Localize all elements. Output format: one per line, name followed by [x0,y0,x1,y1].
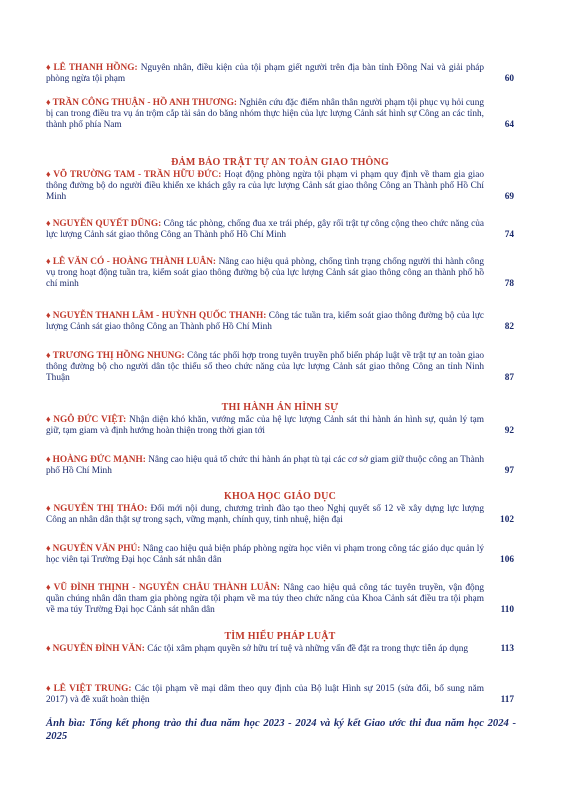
entry-page: 117 [500,695,514,706]
diamond-bullet-icon: ♦ [46,454,51,464]
entry-page: 102 [500,515,514,526]
entry-author: NGUYỄN THỊ THẢO: [53,504,148,514]
toc-entry[interactable] [46,350,514,385]
entry-author: VŨ ĐÌNH THỊNH - NGUYỄN CHÂU THÀNH LUÂN: [53,583,281,593]
entry-author: LÊ VIỆT TRUNG: [53,684,132,694]
toc-entry[interactable] [46,643,514,655]
diamond-bullet-icon: ♦ [46,543,51,553]
entry-author: NGUYỄN ĐÌNH VĂN: [52,644,145,654]
toc-entry[interactable] [46,683,514,706]
entry-title: Nguyên nhân, điều kiện của tội phạm giết người trên địa bàn tỉnh Đồng Nai và giải pháp phòng ngừa tội phạm [46,63,485,85]
entry-title: Nghiên cứu đặc điểm nhân thân người phạm tội phục vụ hỏi cung bị can trong điều tra vụ án trộm cắp tài sản do băng nhóm thực hiện của lực lượng Cảnh sát hình sự Công an các tỉnh, thành phố phía Nam [46,98,485,131]
diamond-bullet-icon: ♦ [46,256,51,266]
entry-title: Công tác phối hợp trong tuyên truyền phổ biến pháp luật về trật tự an toàn giao thông đường bộ cho người dân tộc thiểu số theo chức năng của lực lượng Cảnh sát giao thông Công an tỉnh Ninh Thuận [46,351,484,384]
diamond-bullet-icon: ♦ [46,97,51,107]
section-heading-education: KHOA HỌC GIÁO DỤC [223,491,337,502]
toc-entry[interactable] [46,582,514,617]
entry-title: Công tác tuần tra, kiểm soát giao thông đường bộ của lực lượng Cảnh sát giao thông Công an Thành phố Hồ Chí Minh [46,311,485,333]
entry-title: Nâng cao hiệu quả phòng, chống tình trạng chống người thi hành công vụ trong hoạt động tuần tra, kiểm soát giao thông đường bộ của lực lượng Cảnh sát giao thông công an thành phố hồ chí minh [46,257,485,290]
toc-entry[interactable] [46,543,514,566]
diamond-bullet-icon: ♦ [46,414,52,424]
entry-author: TRẦN CÔNG THUẬN - HỒ ANH THƯƠNG: [52,98,238,108]
entry-author: NGÔ ĐỨC VIỆT: [53,415,127,425]
diamond-bullet-icon: ♦ [46,350,51,360]
entry-author: HOÀNG ĐỨC MẠNH: [52,455,146,465]
toc-entry[interactable] [46,256,514,291]
diamond-bullet-icon: ♦ [46,582,52,592]
toc-entry[interactable] [46,503,514,526]
diamond-bullet-icon: ♦ [46,643,51,653]
toc-entry[interactable] [46,454,514,477]
entry-author: LÊ VĂN CÓ - HOÀNG THÀNH LUÂN: [52,257,217,267]
toc-entry[interactable] [46,414,514,437]
entry-title: Nâng cao hiệu quả tổ chức thi hành án phạt tù tại các cơ sở giam giữ thuộc công an Thành phố Hồ Chí Minh [46,455,485,477]
toc-entry[interactable] [46,310,514,333]
entry-page: 78 [504,279,514,290]
section-heading-law: TÌM HIỂU PHÁP LUẬT [224,631,336,642]
entry-title: Nhận diện khó khăn, vướng mắc của hệ lực lượng Cảnh sát thi hành án hình sự, quản lý tạm giữ, tạm giam và định hướng hoàn thiện trong thời gian tới [46,415,485,437]
diamond-bullet-icon: ♦ [46,218,51,228]
entry-title: Các tội phạm về mại dâm theo quy định của Bộ luật Hình sự 2015 (sửa đổi, bổ sung năm 2017) và đề xuất hoàn thiện [46,684,485,706]
entry-author: TRƯƠNG THỊ HỒNG NHUNG: [52,351,185,361]
entry-title: Hoạt động phòng ngừa tội phạm vi phạm quy định về tham gia giao thông đường bộ do người điều khiển xe khách gây ra của lực lượng Cảnh sát giao thông Công an Thành phố Hồ Chí Minh [46,170,484,203]
diamond-bullet-icon: ♦ [46,62,52,72]
entry-page: 106 [500,555,514,566]
section-heading-traffic: ĐẢM BẢO TRẬT TỰ AN TOÀN GIAO THÔNG [171,157,389,168]
entry-page: 97 [504,466,514,477]
entry-author: NGUYỄN QUYẾT DŨNG: [52,219,162,229]
entry-title: Nâng cao hiệu quả biện pháp phòng ngừa học viên vi phạm trong công tác giáo dục quản lý học viên tại Trường Đại học Cảnh sát nhân dân [46,544,484,566]
entry-page: 110 [500,605,514,616]
entry-page: 69 [504,192,514,203]
entry-author: LÊ THANH HỒNG: [53,63,138,73]
cover-photo-caption: Ảnh bìa: Tổng kết phong trào thi đua năm học 2023 - 2024 và ký kết Giao ước thi đua năm học 2024 - 2025 [46,718,516,742]
entry-author: NGUYỄN THANH LÂM - HUỲNH QUỐC THANH: [52,311,267,321]
diamond-bullet-icon: ♦ [46,169,52,179]
entry-page: 74 [504,230,514,241]
entry-author: NGUYỄN VĂN PHÚ: [52,544,141,554]
entry-page: 92 [504,426,514,437]
entry-page: 82 [504,322,514,333]
section-heading-enforcement: THI HÀNH ÁN HÌNH SỰ [221,402,339,413]
diamond-bullet-icon: ♦ [46,310,51,320]
diamond-bullet-icon: ♦ [46,503,52,513]
entry-title: Công tác phòng, chống đua xe trái phép, gây rối trật tự công cộng theo chức năng của lực lượng Cảnh sát giao thông Công an Thành phố Hồ Chí Minh [46,219,485,241]
entry-page: 113 [500,644,514,654]
entry-page: 64 [504,120,514,131]
toc-entry[interactable] [46,62,514,85]
toc-entry[interactable] [46,97,514,132]
diamond-bullet-icon: ♦ [46,683,52,693]
entry-page: 60 [504,74,514,85]
entry-page: 87 [504,373,514,384]
entry-title: Các tội xâm phạm quyền sở hữu trí tuệ và những vấn đề đặt ra trong thực tiễn áp dụng [147,644,469,654]
entry-author: VÕ TRƯỜNG TAM - TRẦN HỮU ĐỨC: [53,170,222,180]
entry-title: Đổi mới nội dung, chương trình đào tạo theo Nghị quyết số 12 về xây dựng lực lượng Công an nhân dân thật sự trong sạch, vững mạnh, chính quy, tinh nhuệ, hiện đại [46,504,485,526]
toc-entry[interactable] [46,169,514,204]
entry-title: Nâng cao hiệu quả công tác tuyên truyền, vận động quần chúng nhân dân tham gia phòng ngừa tội phạm về ma túy theo chức năng của Khoa Cảnh sát điều tra tội phạm về ma túy Trường Đại học Cảnh sát nhân dân [46,583,485,616]
toc-entry[interactable] [46,218,514,241]
